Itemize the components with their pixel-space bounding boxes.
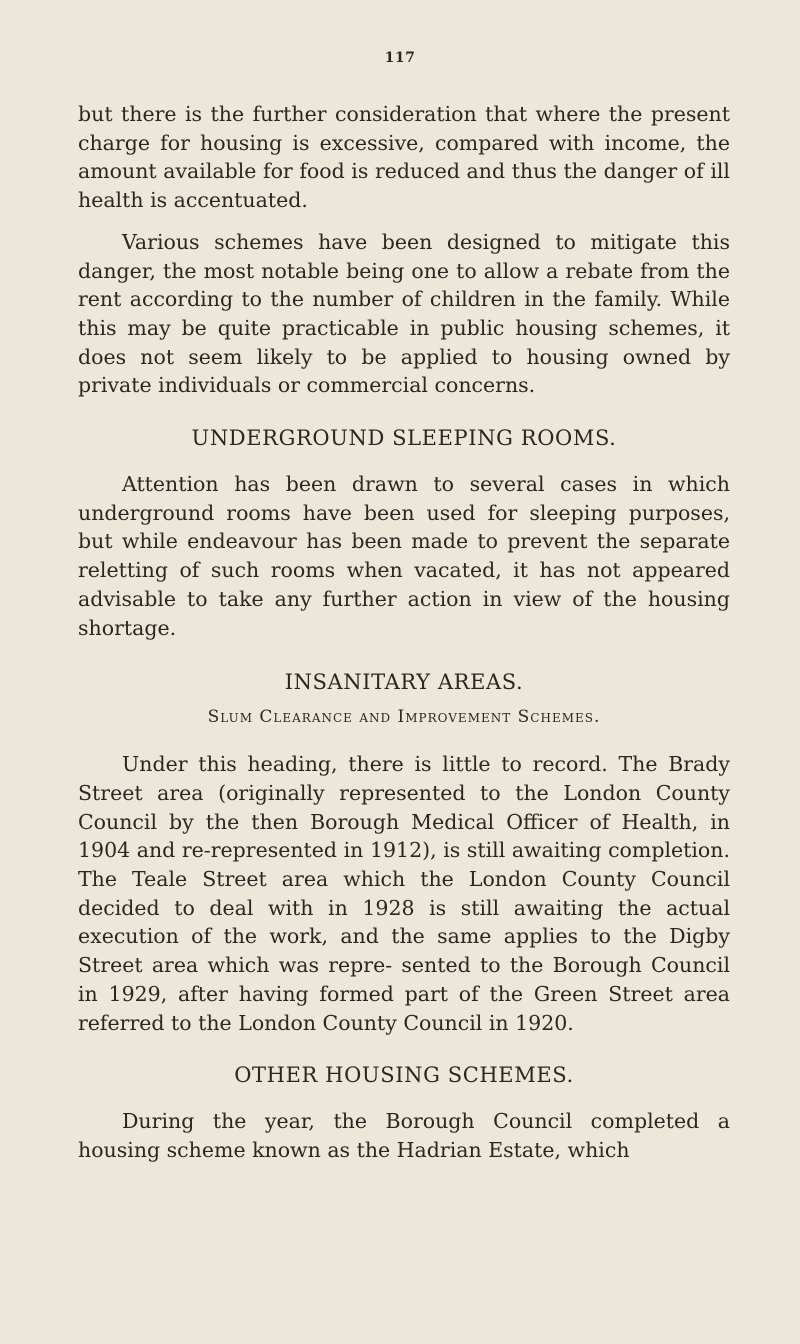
paragraph-hadrian-estate: During the year, the Borough Council completed a housing scheme known as the Hadrian Estate, which [78,1109,730,1162]
paragraph-underground-rooms: Attention has been drawn to several cases in which underground rooms have been used for sleeping purposes, but while endeavour has been made to prevent the separate reletting of such rooms when vacated, it has not appeared advisable to take any further action in view of the housing shortage. [78,472,730,640]
heading-other-housing-schemes: OTHER HOUSING SCHEMES. [234,1063,574,1088]
heading-underground-sleeping-rooms: UNDERGROUND SLEEPING ROOMS. [191,426,617,451]
paragraph-slum-areas: Under this heading, there is little to record. The Brady Street area (originally represented to the London County Council by the then Borough Medical Officer of Health, in 1904 and re-represented in 1912), is still awaiting completion. The Teale Street area which the London County Council decided to deal with in 1928 is still awaiting the actual execution of the work, and the same applies to the Digby Street area which was repre- sented to the Borough Council in 1929, after having formed part of the Green Street area referred to the London County Council in 1920. [78,752,730,1035]
paragraph-housing-charge: but there is the further consideration that where the present charge for housing is excessive, compared with income, the amount available for food is reduced and thus the danger of ill health is accentuated. [78,102,730,213]
paragraph-rebate-schemes: Various schemes have been designed to mitigate this danger, the most notable being one to allow a rebate from the rent according to the number of children in the family. While this may be quite practicable in public housing schemes, it does not seem likely to be applied to housing owned by private individuals or commercial concerns. [78,229,730,398]
heading-insanitary-areas: INSANITARY AREAS. [284,670,524,695]
subheading-slum-clearance: Slum Clearance and Improvement Schemes. [207,707,601,728]
page-number: 117 [384,50,416,66]
page-content [78,100,730,1165]
